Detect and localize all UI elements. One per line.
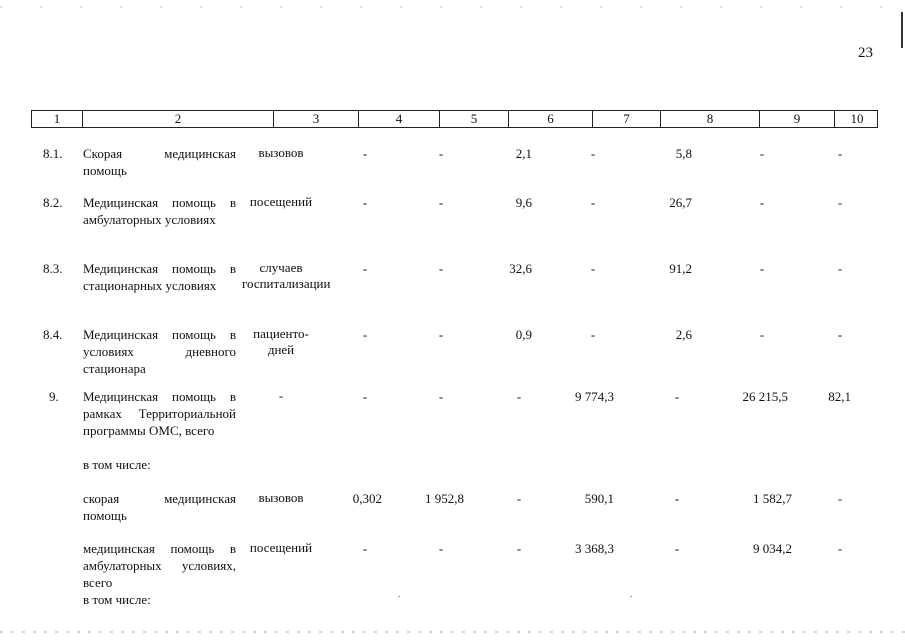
header-col-6: 6 [508,111,592,127]
scan-edge-mark [901,12,903,48]
cell-col-9: - [759,327,765,342]
cell-col-4: - [362,195,368,210]
cell-col-8: 26,7 [669,195,692,210]
cell-col-8: - [674,541,680,556]
header-col-7: 7 [592,111,660,127]
row-number: 9. [49,389,59,404]
row-unit: пациенто-дней [253,326,309,357]
cell-col-6: 32,6 [509,261,532,276]
cell-col-8: 2,6 [675,327,692,342]
row-name: Медицинская помощь в рамках Территориальной программы ОМС, всего [83,389,236,438]
cell-col-6: - [516,541,522,556]
row-number: 8.3. [43,261,63,276]
scan-noise-top [0,6,905,8]
cell-col-9: 9 034,2 [753,541,792,556]
cell-col-5: - [438,261,444,276]
cell-col-6: 2,1 [515,146,532,161]
cell-col-8: - [674,491,680,506]
header-col-10: 10 [834,111,879,127]
cell-col-5: - [438,389,444,404]
row-name: Скорая медицинская помощь [83,146,236,178]
header-col-2: 2 [82,111,273,127]
cell-col-7: 590,1 [584,491,614,506]
cell-col-10: - [837,327,843,342]
cell-col-7: 9 774,3 [575,389,614,404]
header-col-3: 3 [273,111,358,127]
scan-noise-bottom [0,631,905,633]
row-name: скорая медицинская помощь [83,491,236,523]
cell-col-5: - [438,195,444,210]
cell-col-9: 26 215,5 [742,389,788,404]
row-number: 8.2. [43,195,63,210]
cell-col-10: - [837,195,843,210]
cell-col-9: - [759,195,765,210]
cell-col-10: - [837,146,843,161]
scan-speck [398,596,400,597]
scan-speck [630,596,632,597]
cell-col-4: - [362,389,368,404]
row-name-tail: в том числе: [83,592,151,607]
cell-col-7: - [590,261,596,276]
header-col-5: 5 [439,111,508,127]
header-col-9: 9 [759,111,834,127]
cell-col-10: 82,1 [828,389,851,404]
row-unit: случаев госпитализации [242,260,331,291]
row-name: Медицинская помощь в амбулаторных условиях [83,195,236,227]
cell-col-7: - [590,146,596,161]
cell-col-5: - [438,541,444,556]
cell-col-4: 0,302 [352,491,382,506]
cell-col-8: - [674,389,680,404]
row-number: 8.1. [43,146,63,161]
cell-col-6: 9,6 [515,195,532,210]
row-unit: - [278,388,284,403]
cell-col-4: - [362,327,368,342]
cell-col-10: - [837,491,843,506]
cell-col-10: - [837,261,843,276]
row-number: 8.4. [43,327,63,342]
cell-col-8: 5,8 [675,146,692,161]
cell-col-7: - [590,195,596,210]
row-name-tail: в том числе: [83,457,151,472]
row-name: Медицинская помощь в условиях дневного стационара [83,327,236,376]
cell-col-10: - [837,541,843,556]
cell-col-5: - [438,146,444,161]
row-name: медицинская помощь в амбулаторных условиях, всего [83,541,236,590]
cell-col-5: - [438,327,444,342]
cell-col-7: 3 368,3 [575,541,614,556]
cell-col-6: - [516,491,522,506]
header-col-1: 1 [53,111,61,126]
row-name: Медицинская помощь в стационарных условиях [83,261,236,293]
header-col-4: 4 [358,111,439,127]
cell-col-4: - [362,146,368,161]
cell-col-6: 0,9 [515,327,532,342]
cell-col-7: - [590,327,596,342]
row-unit: посещений [249,194,313,209]
page-number: 23 [858,45,873,61]
cell-col-4: - [362,261,368,276]
cell-col-9: - [759,146,765,161]
cell-col-9: 1 582,7 [753,491,792,506]
row-unit: вызовов [258,145,304,160]
cell-col-8: 91,2 [669,261,692,276]
table-header-row [31,110,878,128]
header-col-8: 8 [660,111,759,127]
cell-col-9: - [759,261,765,276]
cell-col-6: - [516,389,522,404]
row-unit: посещений [249,540,313,555]
cell-col-5: 1 952,8 [425,491,464,506]
cell-col-4: - [362,541,368,556]
row-unit: вызовов [258,490,304,505]
